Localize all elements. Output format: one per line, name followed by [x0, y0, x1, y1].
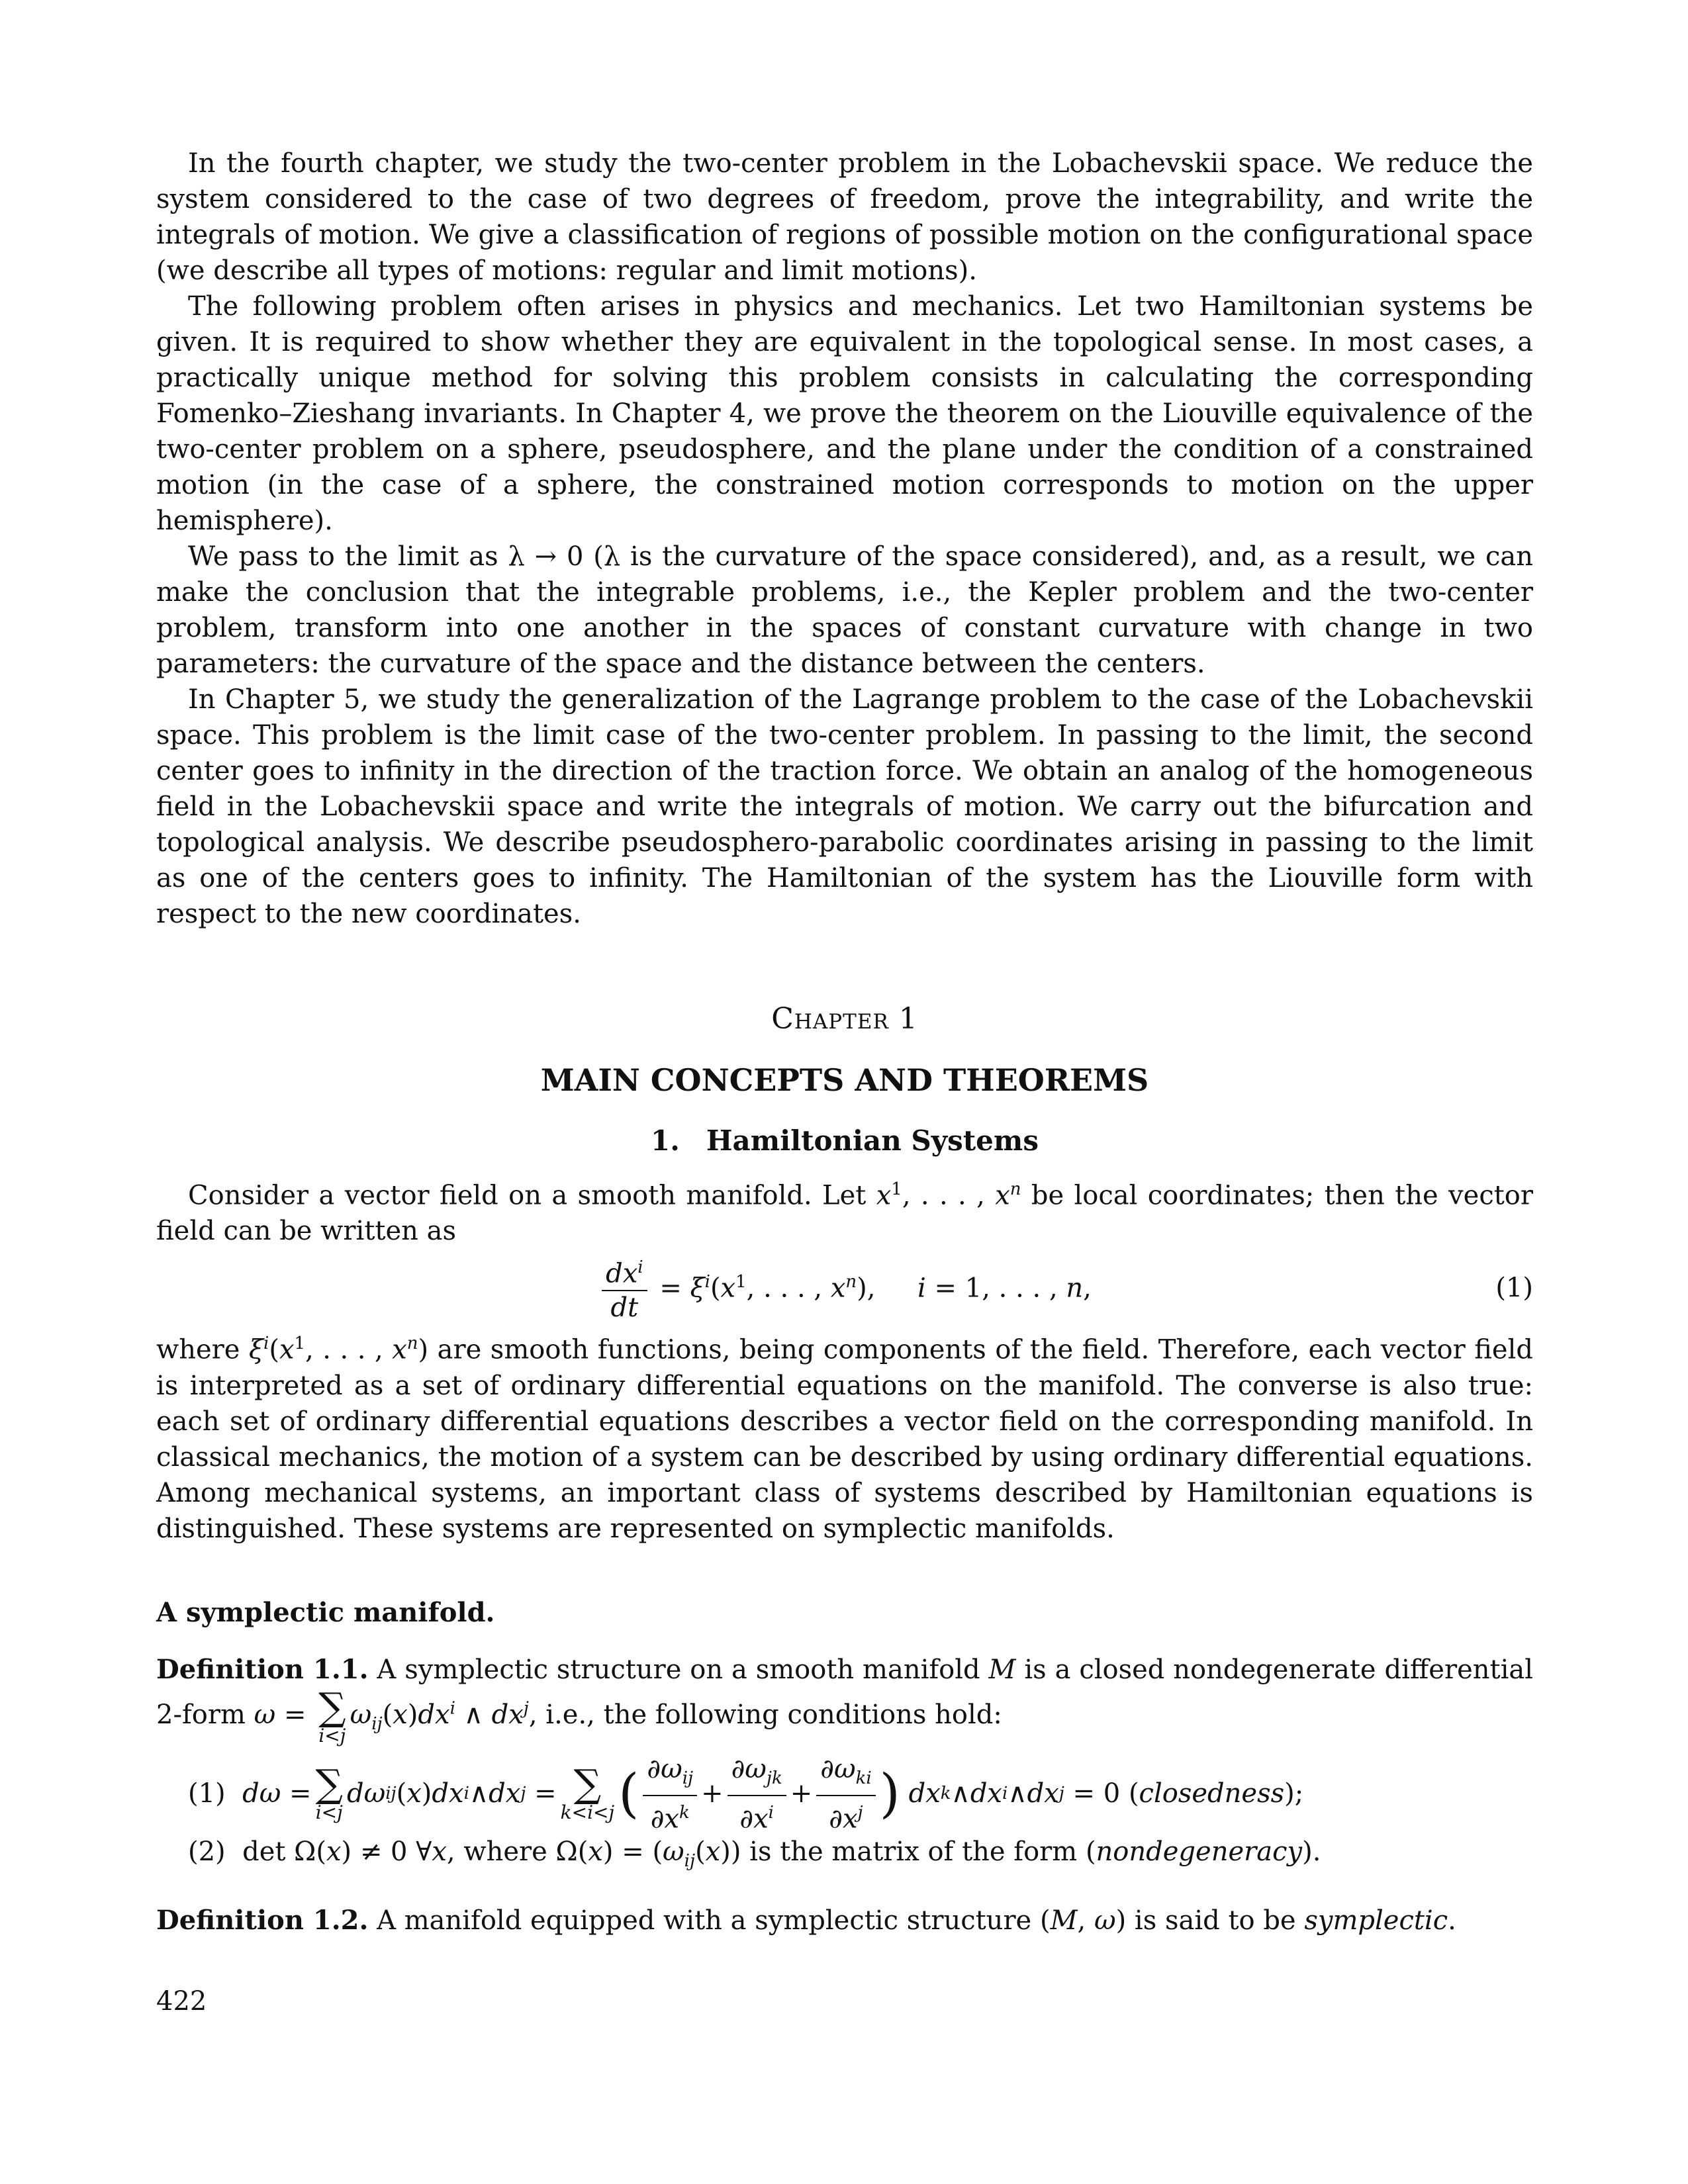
- condition-closedness: (1) dω = ∑ i<j dω ij ( x ) dx i ∧ dx j = ∑ k<i<j ( $\frac{\partial\omega_{ij}}{\partial x^k}$ + $\frac{\partial\omega_{jk}}{\partial x^i}$ + $\frac{\partial\omega_{ki}}{\partial x^j}$ ) dx k ∧ dx i ∧ dx j = 0 ( closedness );: [188, 1753, 1304, 1834]
- after-equation-paragraph: where $\xi^i(x^1$, . . . , $x^n$) are smooth functions, being components of the field. Therefore, each vector field is interpreted as a set of ordinary differential equations on the manifold. The converse is also true: each set of ordinary differential equations describes a vector field on the corresponding manifold. In classical mechanics, the motion of a system can be described by using ordinary differential equations. Among mechanical systems, an important class of systems described by Hamiltonian equations is distinguished. These systems are represented on symplectic manifolds.: [156, 1334, 1533, 1544]
- fraction-dxi-dt: $\frac{dx^i}{dt}$: [602, 1252, 647, 1323]
- definition-1-1: Definition 1.1. A symplectic structure on a smooth manifold M is a closed nondegenerate differential 2-form ω = ∑ i<j $\omega_{ij}(x)dx^i$ ∧ $dx^j$, i.e., the following conditions hold:: [156, 1653, 1534, 1747]
- section-number: 1.: [651, 1124, 680, 1157]
- intro-paragraph-3: We pass to the limit as λ → 0 (λ is the curvature of the space considered), and, as a result, we can make the conclusion that the integrable problems, i.e., the Kepler problem and the two-center problem, transform into one another in the spaces of constant curvature with change in two parameters: the curvature of the space and the distance between the centers.: [156, 541, 1533, 679]
- sum-symbol: ∑ i<j: [318, 1684, 346, 1747]
- definition-1-2-label: Definition 1.2.: [156, 1904, 369, 1936]
- chapter-label: Chapter 1: [771, 1002, 918, 1036]
- section-heading: [156, 1124, 1533, 1157]
- condition-nondegeneracy: (2) det Ω(x) ≠ 0 ∀x, where $\Omega(x) = (\omega_{ij}(x))$ is the matrix of the form (nondegeneracy).: [188, 1836, 1321, 1871]
- equation-1: $\frac{dx^i}{dt}$ = $\xi^i(x^1$, . . . , $x^n$), i = 1, . . . , n, (1): [156, 1249, 1533, 1326]
- intro-paragraph-2: The following problem often arises in physics and mechanics. Let two Hamiltonian systems be given. It is required to show whether they are equivalent in the topological sense. In most cases, a practically unique method for solving this problem consists in calculating the corresponding Fomenko–Zieshang invariants. In Chapter 4, we prove the theorem on the Liouville equivalence of the two-center problem on a sphere, pseudosphere, and the plane under the condition of a constrained motion (in the case of a sphere, the constrained motion corresponds to motion on the upper hemisphere).: [156, 291, 1533, 536]
- definition-1-1-label: Definition 1.1.: [156, 1653, 369, 1685]
- equation-number: (1): [1495, 1273, 1533, 1304]
- intro-paragraph-4: In Chapter 5, we study the generalization of the Lagrange problem to the case of the Lobachevskii space. This problem is the limit case of the two-center problem. In passing to the limit, the second center goes to infinity in the direction of the traction force. We obtain an analog of the homogeneous field in the Lobachevskii space and write the integrals of motion. We carry out the bifurcation and topological analysis. We describe pseudosphero-parabolic coordinates arising in passing to the limit as one of the centers goes to infinity. The Hamiltonian of the system has the Liouville form with respect to the new coordinates.: [156, 684, 1533, 929]
- hamiltonian-intro: Consider a vector field on a smooth manifold. Let $x^1$, . . . , $x^n$ be local coordinates; then the vector field can be written as: [156, 1179, 1534, 1247]
- page-number: 422: [156, 1985, 207, 2017]
- subheading-symplectic-manifold: A symplectic manifold.: [156, 1596, 495, 1628]
- intro-paragraph-1: In the fourth chapter, we study the two-center problem in the Lobachevskii space. We reduce the system considered to the case of two degrees of freedom, prove the integrability, and write the integrals of motion. We give a classification of regions of possible motion on the configurational space (we describe all types of motions: regular and limit motions).: [156, 148, 1533, 286]
- definition-1-2: Definition 1.2. A manifold equipped with a symplectic structure (M, ω) is said to be symplectic.: [156, 1904, 1456, 1936]
- section-title: Hamiltonian Systems: [706, 1124, 1039, 1157]
- page-content: [156, 146, 1533, 2017]
- chapter-title: MAIN CONCEPTS AND THEOREMS: [540, 1062, 1149, 1098]
